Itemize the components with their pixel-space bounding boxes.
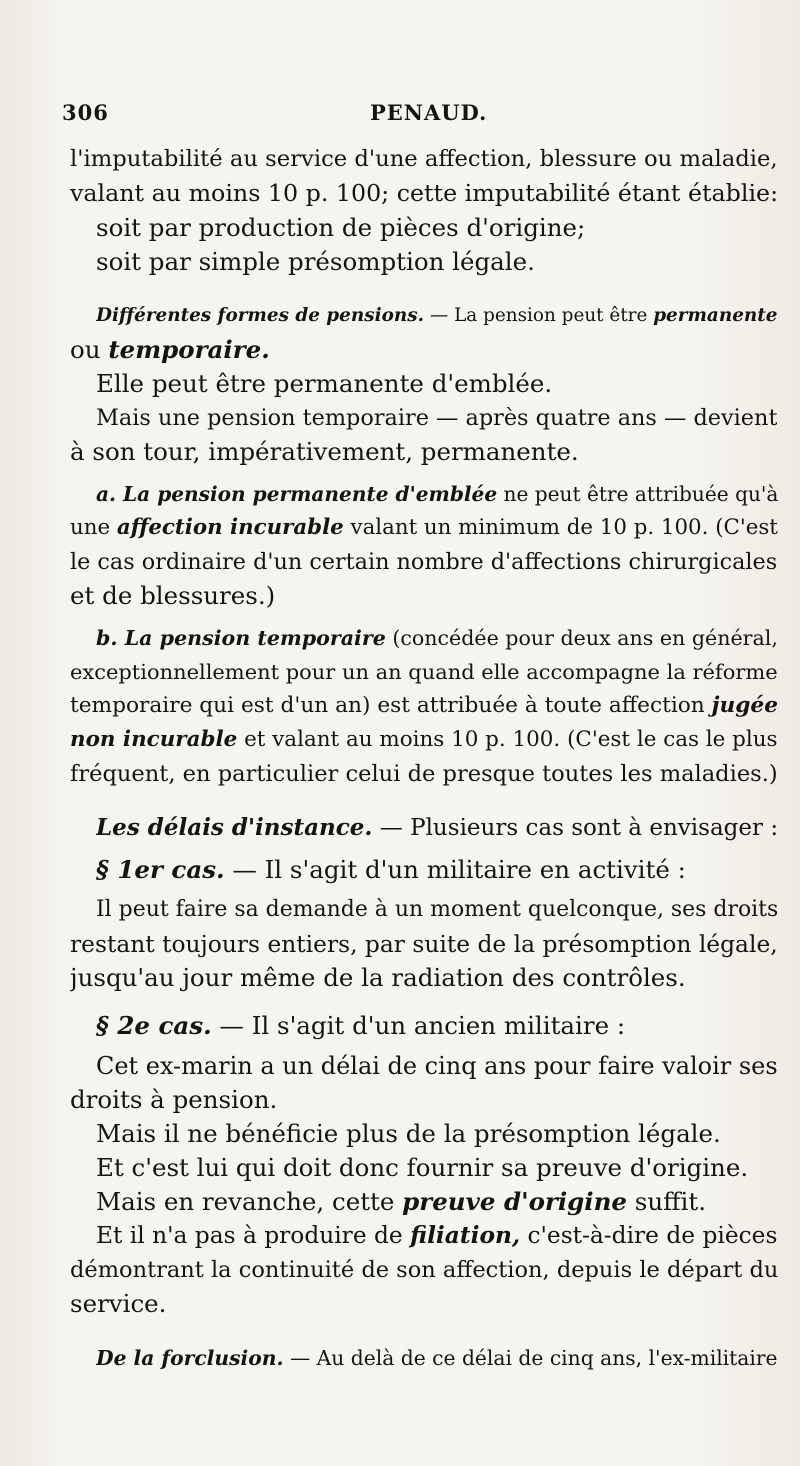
text-run: soit par simple présomption légale.: [96, 247, 535, 276]
running-title: PENAUD.: [370, 100, 488, 125]
text-run: démontrant la continuité de son affection, depuis le départ du: [70, 1257, 779, 1283]
text-run: Mais une pension temporaire — après quatre ans — devient: [96, 405, 778, 431]
text-run: à son tour, impérativement, permanente.: [70, 437, 579, 466]
emphasis-text: temporaire.: [108, 335, 270, 364]
text-line: [70, 579, 275, 613]
text-line: [96, 401, 777, 435]
emphasis-text: De la forclusion.: [96, 1346, 284, 1370]
text-line: [96, 893, 778, 927]
emphasis-text: non incurable: [70, 727, 238, 752]
emphasis-text: a. La pension permanente d'emblée: [96, 482, 498, 506]
text-run: service.: [70, 1289, 167, 1318]
text-run: — Il s'agit d'un militaire en activité :: [224, 855, 686, 884]
text-run: — Au delà de ce délai de cinq ans, l'ex-militaire: [283, 1346, 778, 1370]
text-run: Elle peut être permanente d'emblée.: [96, 369, 553, 398]
text-run: restant toujours entiers, par suite de la présomption légale,: [70, 930, 778, 958]
emphasis-text: permanente: [653, 305, 778, 326]
page-header: [62, 100, 742, 134]
text-line: [70, 1253, 778, 1287]
text-run: Et il n'a pas à produire de: [96, 1222, 411, 1249]
emphasis-text: jugée: [711, 693, 778, 718]
text-run: le cas ordinaire d'un certain nombre d'affections chirurgicales: [70, 549, 778, 575]
text-line: [96, 211, 585, 245]
text-run: l'imputabilité au service d'une affection, blessure ou maladie,: [70, 146, 778, 172]
text-run: Cet ex-marin a un délai de cinq ans pour faire valoir ses: [96, 1052, 778, 1080]
text-line: [96, 853, 686, 887]
text-line: [96, 1117, 721, 1151]
text-line: [96, 1219, 777, 1253]
text-line: [70, 1287, 166, 1321]
page-number: 306: [62, 100, 109, 125]
text-line: [70, 435, 579, 469]
text-line: [96, 621, 778, 655]
text-line: [96, 1009, 625, 1043]
text-run: temporaire qui est d'un an) est attribuée à toute affection: [70, 693, 712, 718]
text-line: [70, 961, 686, 995]
text-run: jusqu'au jour même de la radiation des contrôles.: [70, 963, 686, 992]
text-run: une: [70, 515, 117, 540]
text-run: Et c'est lui qui doit donc fournir sa preuve d'origine.: [96, 1153, 749, 1182]
text-line: [96, 299, 777, 333]
text-line: [70, 1083, 277, 1117]
text-line: [70, 511, 778, 545]
text-line: [70, 655, 778, 689]
text-run: Mais il ne bénéficie plus de la présomption légale.: [96, 1119, 721, 1148]
emphasis-text: affection incurable: [116, 515, 344, 540]
text-line: [70, 757, 778, 791]
text-line: [70, 333, 270, 367]
text-run: ou: [70, 335, 109, 364]
text-line: [70, 927, 778, 961]
text-line: [96, 811, 778, 845]
text-run: Mais en revanche, cette: [96, 1187, 403, 1216]
emphasis-text: filiation,: [410, 1222, 521, 1249]
text-run: suffit.: [627, 1187, 707, 1216]
text-run: — Il s'agit d'un ancien militaire :: [211, 1011, 626, 1040]
text-line: [70, 723, 778, 757]
text-run: valant au moins 10 p. 100; cette imputabilité étant établie:: [70, 179, 779, 207]
text-run: et de blessures.): [70, 581, 276, 610]
text-line: [96, 245, 535, 279]
text-line: [96, 367, 552, 401]
text-run: fréquent, en particulier celui de presque toutes les maladies.): [70, 761, 778, 787]
text-run: — La pension peut être: [423, 305, 654, 326]
emphasis-text: preuve d'origine: [402, 1187, 627, 1216]
text-run: valant un minimum de 10 p. 100. (C'est: [343, 515, 778, 540]
emphasis-text: § 1er cas.: [96, 855, 225, 884]
text-line: [96, 1341, 778, 1375]
emphasis-text: b. La pension temporaire: [96, 626, 386, 650]
text-line: [96, 477, 778, 511]
emphasis-text: § 2e cas.: [96, 1011, 212, 1040]
text-run: ne peut être attribuée qu'à: [497, 482, 779, 506]
text-line: [70, 689, 778, 723]
text-run: — Plusieurs cas sont à envisager :: [372, 815, 779, 841]
text-line: [70, 142, 778, 176]
text-run: soit par production de pièces d'origine;: [96, 213, 586, 242]
emphasis-text: Différentes formes de pensions.: [96, 305, 424, 326]
text-run: droits à pension.: [70, 1085, 278, 1114]
text-line: [96, 1185, 706, 1219]
text-line: [70, 176, 778, 210]
text-line: [96, 1151, 748, 1185]
text-run: et valant au moins 10 p. 100. (C'est le cas le plus: [237, 727, 778, 752]
text-run: (concédée pour deux ans en général,: [385, 626, 778, 650]
text-run: c'est-à-dire de pièces: [520, 1222, 778, 1249]
text-line: [70, 545, 777, 579]
text-run: exceptionnellement pour un an quand elle accompagne la réforme: [70, 660, 778, 684]
text-run: Il peut faire sa demande à un moment quelconque, ses droits: [96, 897, 779, 922]
text-line: [96, 1049, 778, 1083]
emphasis-text: Les délais d'instance.: [96, 814, 373, 841]
